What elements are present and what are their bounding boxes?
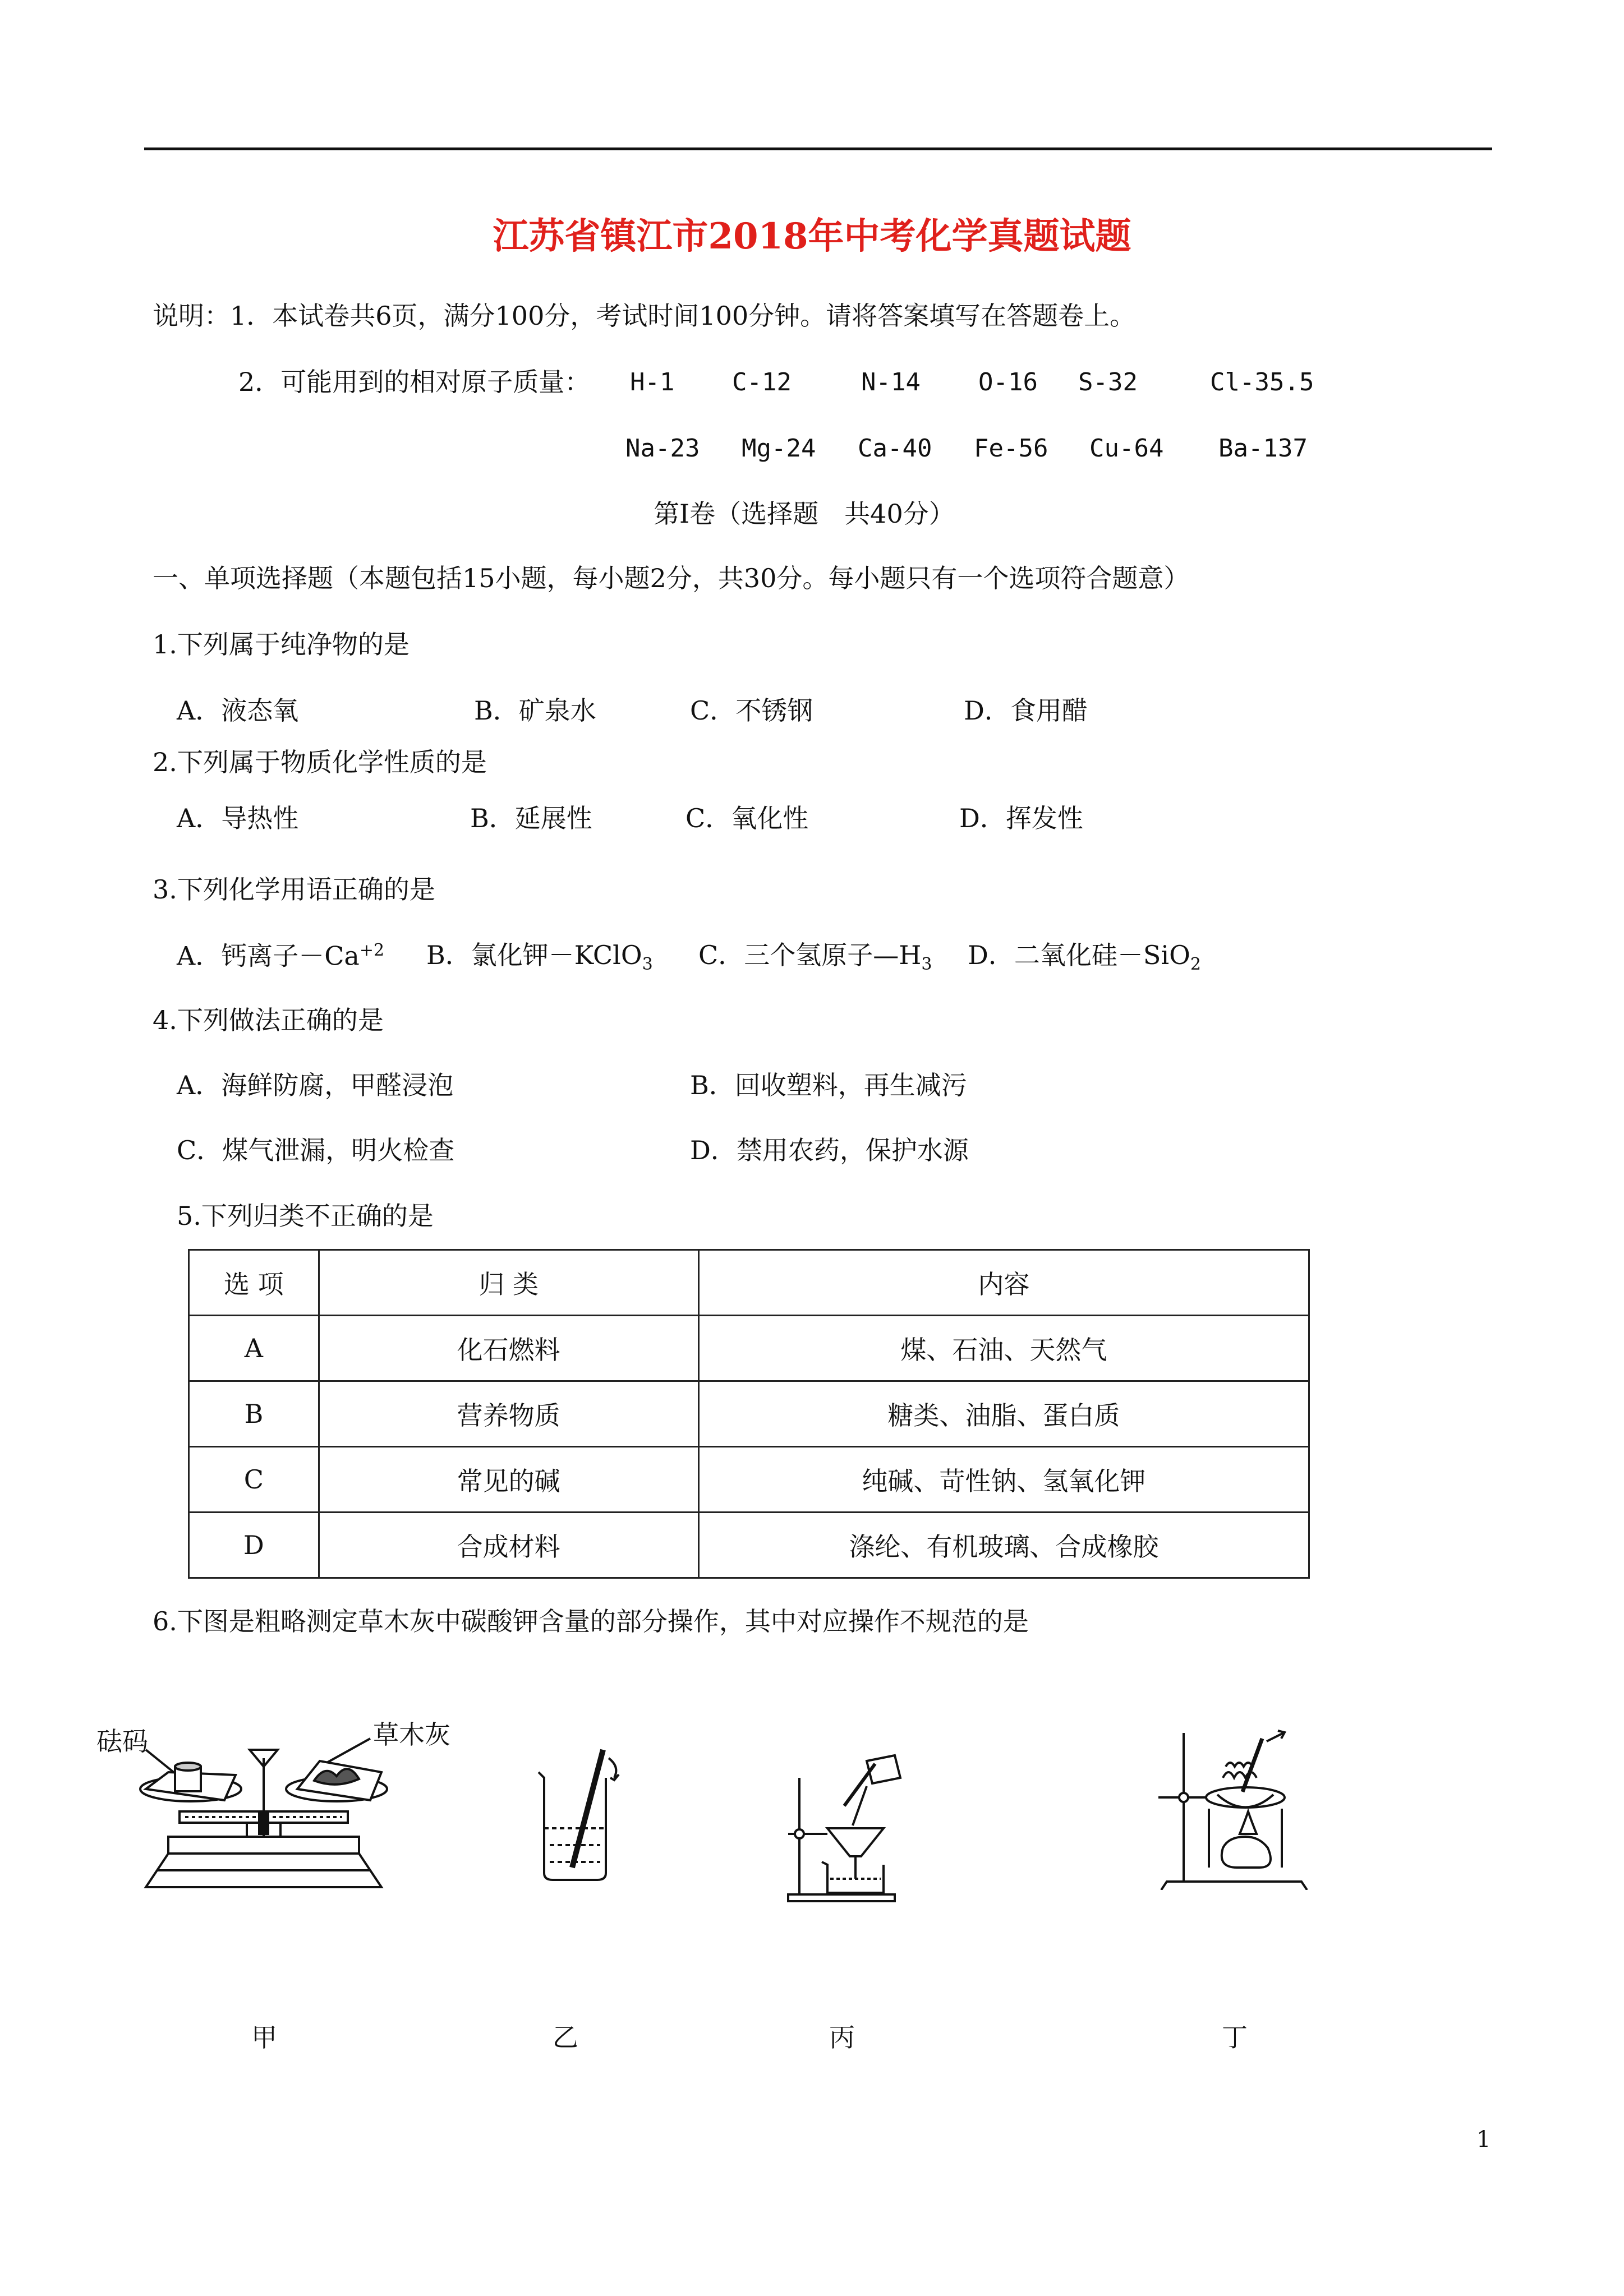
atomic-mass-ca: Ca-40 bbox=[858, 434, 932, 463]
atomic-mass-h: H-1 bbox=[630, 368, 675, 397]
table-row bbox=[189, 1513, 1309, 1578]
balance-illustration bbox=[135, 1727, 404, 1901]
figure-caption-bing: 丙 bbox=[829, 2022, 855, 2053]
question-1-option-a: A．液态氧 bbox=[177, 695, 299, 726]
question-3-option-c: C．三个氢原子$—H_3$ bbox=[698, 940, 932, 975]
atomic-mass-mg: Mg-24 bbox=[742, 434, 816, 463]
exam-title: 江苏省镇江市2018年中考化学真题试题 bbox=[493, 215, 1131, 257]
table-header-cell: 归 类 bbox=[319, 1250, 698, 1316]
table-cell: B bbox=[189, 1381, 319, 1447]
question-5-stem: 5.下列归类不正确的是 bbox=[177, 1201, 434, 1231]
atomic-mass-cu: Cu-64 bbox=[1089, 434, 1164, 463]
table-cell: 糖类、油脂、蛋白质 bbox=[698, 1381, 1309, 1447]
figure-caption-yi: 乙 bbox=[553, 2022, 578, 2053]
table-header-row bbox=[189, 1250, 1309, 1316]
atomic-mass-cl: Cl-35.5 bbox=[1210, 368, 1314, 397]
question-3-stem: 3.下列化学用语正确的是 bbox=[153, 874, 435, 905]
atomic-mass-na: Na-23 bbox=[625, 434, 700, 463]
instructions-line-1: 说明：1．本试卷共6页，满分100分，考试时间100分钟。请将答案填写在答题卷上。 bbox=[153, 301, 1136, 331]
instructions-line-2-label: 2．可能用到的相对原子质量： bbox=[238, 367, 591, 397]
atomic-mass-c: C-12 bbox=[732, 368, 792, 397]
section-title: 第Ⅰ卷（选择题 共40分） bbox=[654, 499, 955, 529]
table-cell: C bbox=[189, 1447, 319, 1513]
table-row bbox=[189, 1381, 1309, 1447]
table-cell: 化石燃料 bbox=[319, 1316, 698, 1381]
question-1-option-d: D．食用醋 bbox=[964, 695, 1088, 726]
question-2-option-d: D．挥发性 bbox=[959, 803, 1083, 833]
table-cell: 纯碱、苛性钠、氢氧化钾 bbox=[698, 1447, 1309, 1513]
table-cell: 常见的碱 bbox=[319, 1447, 698, 1513]
figure-caption-jia: 甲 bbox=[251, 2022, 277, 2053]
question-2-option-a: A．导热性 bbox=[177, 803, 299, 833]
weights-label: 砝码 bbox=[96, 1726, 148, 1756]
atomic-mass-fe: Fe-56 bbox=[974, 434, 1048, 463]
part-heading: 一、单项选择题（本题包括15小题，每小题2分，共30分。每小题只有一个选项符合题意） bbox=[153, 563, 1190, 593]
figure-caption-ding: 丁 bbox=[1222, 2022, 1248, 2053]
question-4-option-c: C．煤气泄漏，明火检查 bbox=[177, 1135, 455, 1165]
question-1-stem: 1.下列属于纯净物的是 bbox=[153, 629, 410, 660]
question-1-option-c: C．不锈钢 bbox=[690, 695, 813, 726]
question-3-option-b: B．氯化钾－KClO$_3$ bbox=[426, 940, 653, 975]
beaker-stirring-illustration bbox=[530, 1733, 631, 1890]
question-4-option-d: D．禁用农药，保护水源 bbox=[690, 1135, 969, 1165]
question-3-option-a: A．钙离子$-Ca^{+2}$ bbox=[177, 940, 385, 971]
atomic-mass-o: O-16 bbox=[978, 368, 1038, 397]
atomic-mass-ba: Ba-137 bbox=[1218, 434, 1308, 463]
question-3-option-d: D．二氧化硅－SiO$_2$ bbox=[968, 940, 1201, 975]
question-4-stem: 4.下列做法正确的是 bbox=[153, 1005, 384, 1035]
table-cell: 合成材料 bbox=[319, 1513, 698, 1578]
table-cell: 煤、石油、天然气 bbox=[698, 1316, 1309, 1381]
table-row bbox=[189, 1447, 1309, 1513]
question-2-option-b: B．延展性 bbox=[470, 803, 592, 833]
question-6-stem: 6.下图是粗略测定草木灰中碳酸钾含量的部分操作，其中对应操作不规范的是 bbox=[153, 1606, 1029, 1636]
question-2-stem: 2.下列属于物质化学性质的是 bbox=[153, 747, 487, 777]
table-row bbox=[189, 1316, 1309, 1381]
atomic-mass-n: N-14 bbox=[861, 368, 921, 397]
question-4-option-a: A．海鲜防腐，甲醛浸泡 bbox=[177, 1070, 454, 1100]
classification-table bbox=[188, 1249, 1310, 1579]
question-1-option-b: B．矿泉水 bbox=[474, 695, 596, 726]
table-header-cell: 内容 bbox=[698, 1250, 1309, 1316]
table-cell: D bbox=[189, 1513, 319, 1578]
evaporation-illustration bbox=[1156, 1722, 1313, 1890]
header-rule bbox=[144, 147, 1492, 150]
atomic-mass-s: S-32 bbox=[1078, 368, 1138, 397]
filtration-illustration bbox=[783, 1744, 906, 1907]
question-4-option-b: B．回收塑料，再生减污 bbox=[690, 1070, 967, 1100]
table-cell: A bbox=[189, 1316, 319, 1381]
ash-label: 草木灰 bbox=[373, 1719, 450, 1750]
page-number: 1 bbox=[1476, 2127, 1491, 2152]
table-cell: 涤纶、有机玻璃、合成橡胶 bbox=[698, 1513, 1309, 1578]
table-cell: 营养物质 bbox=[319, 1381, 698, 1447]
question-2-option-c: C．氧化性 bbox=[686, 803, 809, 833]
table-header-cell: 选 项 bbox=[189, 1250, 319, 1316]
